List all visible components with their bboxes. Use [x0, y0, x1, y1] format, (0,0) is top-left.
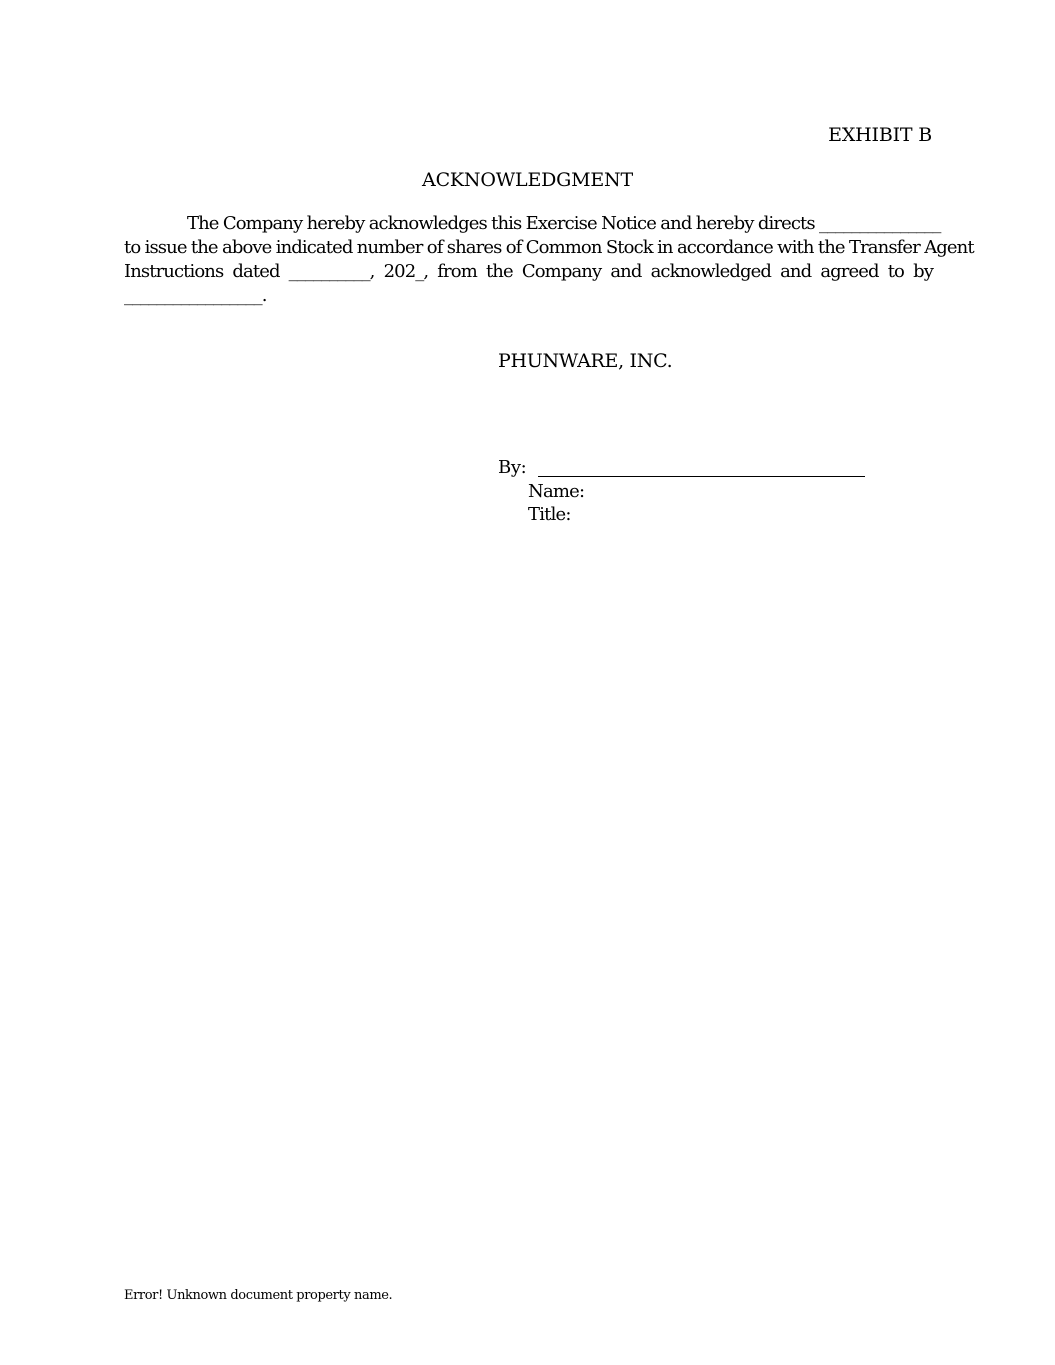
signature-name-label: Name:: [528, 481, 585, 502]
paragraph-line-1: The Company hereby acknowledges this Exercise Notice and hereby directs _______________: [187, 213, 941, 234]
page-footer: Error! Unknown document property name.: [124, 1288, 393, 1303]
paragraph-line-4: _________________.: [124, 285, 267, 306]
signature-by-label: By:: [498, 457, 527, 478]
paragraph-line-3: Instructions dated __________, 202_, from the Company and acknowledged and agreed to by: [124, 261, 933, 282]
exhibit-label: EXHIBIT B: [828, 124, 932, 146]
acknowledgment-paragraph: [124, 212, 974, 308]
signature-title-label: Title:: [528, 504, 571, 525]
company-name: PHUNWARE, INC.: [498, 350, 673, 372]
signature-line: [538, 476, 865, 477]
paragraph-line-2: to issue the above indicated number of shares of Common Stock in accordance with the Transfer Agent: [124, 237, 974, 258]
document-title: ACKNOWLEDGMENT: [422, 169, 633, 191]
